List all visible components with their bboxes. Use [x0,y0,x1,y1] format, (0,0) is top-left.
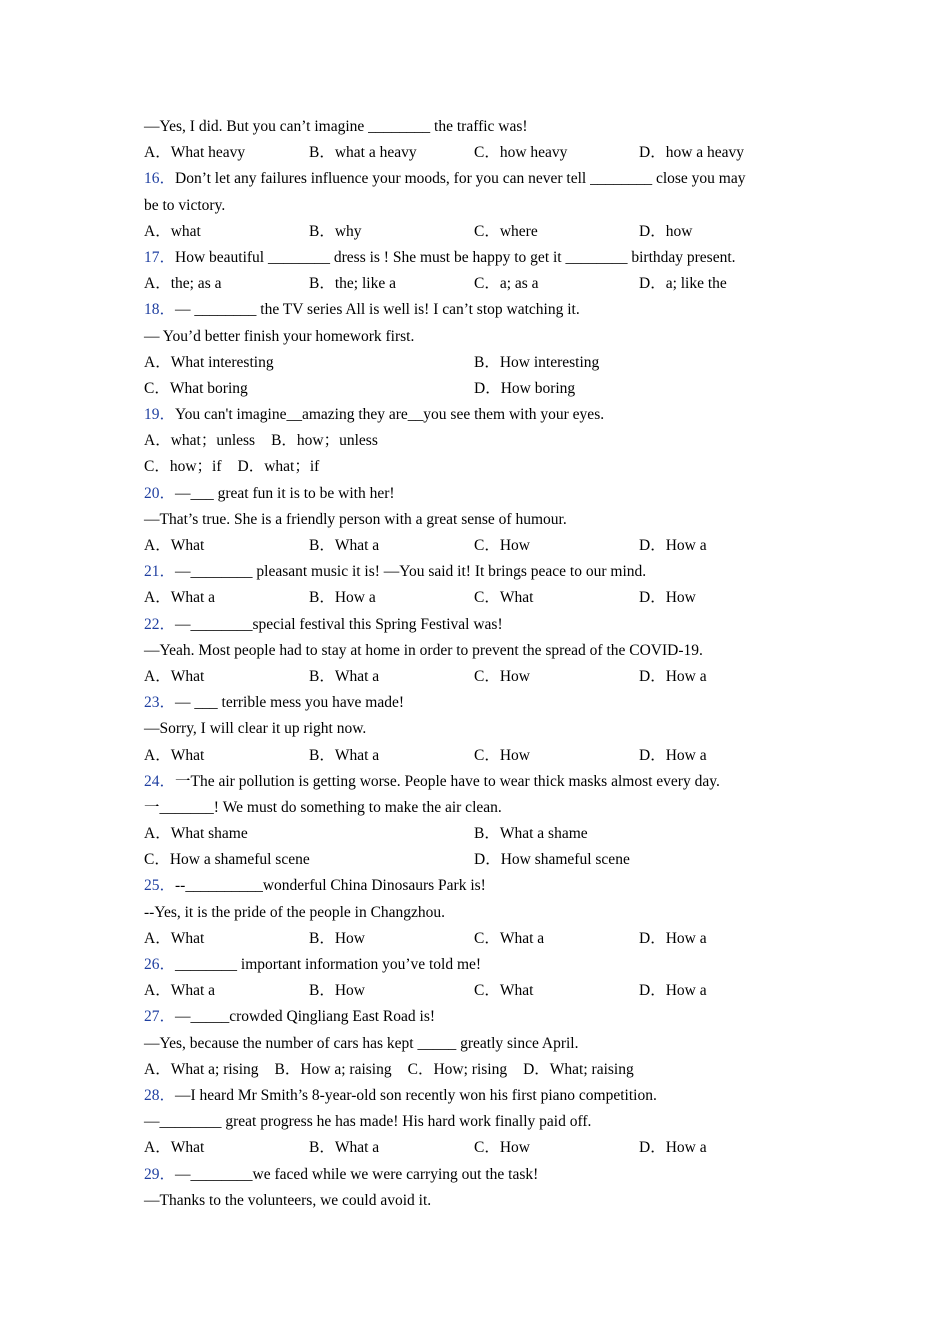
q17-option-b[interactable]: B．the; like a [309,275,396,293]
q17-number: 17． [144,248,176,266]
q21-option-b[interactable]: B．How a [309,589,376,607]
q21-option-c[interactable]: C．What [474,589,534,607]
q27-text: —_____crowded Qingliang East Road is! [175,1008,436,1026]
q27-number: 27． [144,1008,176,1026]
q20-options [144,533,804,559]
q22-reply: —Yeah. Most people had to stay at home in order to prevent the spread of the COVID-19. [144,641,703,659]
q24-option-d[interactable]: D．How shameful scene [474,851,630,869]
q18-options-row1 [144,350,804,376]
q24-question [144,769,804,795]
q23-question [144,690,804,716]
q16-option-d[interactable]: D．how [639,222,693,240]
q25-option-b[interactable]: B．How [309,929,365,947]
q24-number: 24． [144,772,176,790]
q28-options [144,1135,804,1161]
q28-reply: —________ great progress he has made! His hard work finally paid off. [144,1113,592,1131]
q28-text: —I heard Mr Smith’s 8-year-old son recently won his first piano competition. [175,1086,657,1104]
q28-option-a[interactable]: A．What [144,1139,205,1157]
q19-text: You can't imagine__amazing they are__you see them with your eyes. [175,406,605,424]
q16-number: 16． [144,170,176,188]
q19-option-d[interactable]: D．what；if [237,458,320,476]
q16-options [144,219,804,245]
q20-option-a[interactable]: A．What [144,537,205,554]
q28-question [144,1083,804,1109]
q19-number: 19． [144,406,176,424]
q25-reply: --Yes, it is the pride of the people in Changzhou. [144,903,446,921]
q21-question [144,559,804,585]
q20-option-d[interactable]: D．How a [639,537,707,554]
q21-option-d[interactable]: D．How [639,589,696,607]
q15-reply: —Yes, I did. But you can’t imagine ________ the traffic was! [144,118,528,135]
q22-question [144,612,804,638]
q20-question [144,481,804,507]
q17-option-a[interactable]: A．the; as a [144,275,222,293]
q21-number: 21． [144,563,176,581]
q20-text: —___ great fun it is to be with her! [175,484,395,502]
q29-question [144,1162,804,1188]
q22-option-d[interactable]: D．How a [639,667,707,685]
q25-option-a[interactable]: A．What [144,929,205,947]
q26-text: ________ important information you’ve told me! [175,956,482,973]
q23-options [144,743,804,769]
q27-option-d[interactable]: D．What; raising [523,1060,634,1078]
q22-option-a[interactable]: A．What [144,667,205,685]
q27-options [144,1057,804,1083]
q22-number: 22． [144,615,176,633]
q24-options-row1 [144,821,804,847]
q22-text: —________special festival this Spring Festival was! [175,615,503,633]
q20-number: 20． [144,484,176,502]
q24-option-b[interactable]: B．What a shame [474,825,588,843]
q21-option-a[interactable]: A．What a [144,589,216,607]
q22-option-c[interactable]: C．How [474,667,530,685]
q19-options-row2 [144,454,804,480]
q29-reply: —Thanks to the volunteers, we could avoid it. [144,1191,432,1209]
q25-option-c[interactable]: C．What a [474,929,545,947]
q18-number: 18． [144,301,176,319]
q19-question [144,402,804,428]
q23-reply: —Sorry, I will clear it up right now. [144,720,367,738]
q29-text: —________we faced while we were carrying out the task! [175,1165,539,1183]
q18-reply: — You’d better finish your homework first. [144,327,415,345]
q26-option-d[interactable]: D．How a [639,982,707,1000]
q23-option-b[interactable]: B．What a [309,746,380,764]
q19-option-a[interactable]: A．what；unless [144,432,256,450]
q28-option-b[interactable]: B．What a [309,1139,380,1157]
q19-option-c[interactable]: C．how；if [144,458,222,476]
q18-option-d[interactable]: D．How boring [474,379,576,397]
q23-option-d[interactable]: D．How a [639,746,707,764]
q22-options [144,664,804,690]
q23-number: 23． [144,694,176,712]
q16-option-a[interactable]: A．what [144,222,201,240]
q20-option-c[interactable]: C．How [474,537,530,554]
q26-option-a[interactable]: A．What a [144,982,216,1000]
q22-option-b[interactable]: B．What a [309,667,380,685]
q21-text: —________ pleasant music it is! —You said it! It brings peace to our mind. [175,563,647,581]
q18-option-b[interactable]: B．How interesting [474,353,600,371]
q28-option-c[interactable]: C．How [474,1139,530,1157]
q24-option-a[interactable]: A．What shame [144,825,248,843]
q26-option-b[interactable]: B．How [309,982,365,1000]
q24-reply: 一_______! We must do something to make the air clean. [144,798,502,816]
q15-options [144,140,804,166]
q15-option-a[interactable]: A．What heavy [144,144,246,162]
q21-options [144,585,804,611]
q16-option-b[interactable]: B．why [309,222,362,240]
q26-question [144,952,804,978]
q19-options-row1 [144,428,804,454]
q19-option-b[interactable]: B．how；unless [271,432,378,450]
exercise-page [144,114,804,1214]
q27-option-c[interactable]: C．How; rising [407,1060,508,1078]
q16-text: Don’t let any failures influence your moods, for you can never tell ________ close you may [175,170,746,188]
q25-number: 25． [144,877,176,895]
q16-option-c[interactable]: C．where [474,222,538,240]
q18-option-a[interactable]: A．What interesting [144,353,274,371]
q16-text-cont: be to victory. [144,196,226,214]
q20-reply: —That’s true. She is a friendly person with a great sense of humour. [144,510,567,528]
q23-text: — ___ terrible mess you have made! [175,694,405,712]
q20-option-b[interactable]: B．What a [309,537,380,554]
q17-option-d[interactable]: D．a; like the [639,275,727,293]
q16-question [144,166,804,192]
q18-option-c[interactable]: C．What boring [144,379,248,397]
q17-options [144,271,804,297]
q18-options-row2 [144,376,804,402]
q24-option-c[interactable]: C．How a shameful scene [144,851,310,869]
q28-number: 28． [144,1086,176,1104]
q26-number: 26． [144,956,176,973]
q25-option-d[interactable]: D．How a [639,929,707,947]
q24-options-row2 [144,847,804,873]
q27-question [144,1004,804,1030]
q26-option-c[interactable]: C．What [474,982,534,1000]
q27-reply: —Yes, because the number of cars has kept _____ greatly since April. [144,1034,579,1052]
q18-text: — ________ the TV series All is well is! I can’t stop watching it. [175,301,580,319]
q17-text: How beautiful ________ dress is ! She must be happy to get it ________ birthday present. [175,248,736,266]
q17-option-c[interactable]: C．a; as a [474,275,539,293]
q23-option-c[interactable]: C．How [474,746,530,764]
q15-option-b[interactable]: B．what a heavy [309,144,417,162]
q23-option-a[interactable]: A．What [144,746,205,764]
q27-option-b[interactable]: B．How a; raising [274,1060,392,1078]
q17-question [144,245,804,271]
q26-options [144,978,804,1004]
q28-option-d[interactable]: D．How a [639,1139,707,1157]
q15-option-c[interactable]: C．how heavy [474,144,568,162]
q25-question [144,873,804,899]
q15-option-d[interactable]: D．how a heavy [639,144,745,162]
q29-number: 29． [144,1165,176,1183]
q25-options [144,926,804,952]
q18-question [144,297,804,323]
q27-option-a[interactable]: A．What a; rising [144,1060,259,1078]
q24-text: 一The air pollution is getting worse. People have to wear thick masks almost every day. [175,772,720,790]
q25-text: --__________wonderful China Dinosaurs Park is! [175,877,486,895]
